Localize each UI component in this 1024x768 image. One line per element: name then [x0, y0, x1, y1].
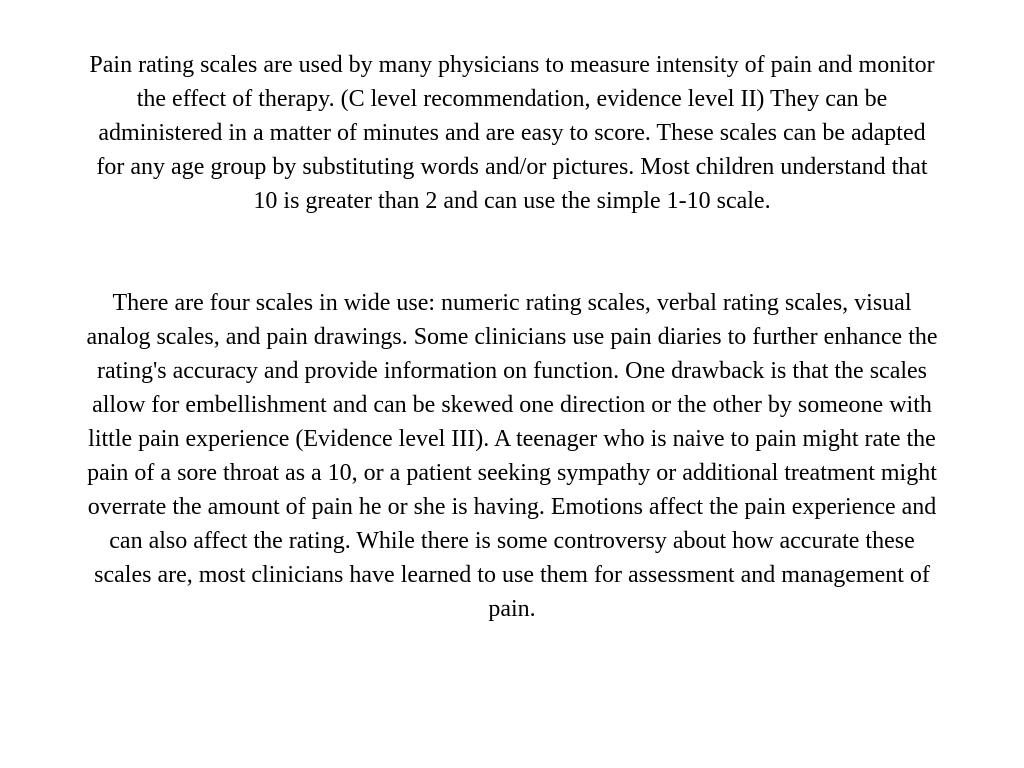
paragraph-pain-rating-scales: Pain rating scales are used by many physicians to measure intensity of pain and monitor the effect of therapy. (C level recommendation, evidence level II) They can be administered in a matter of minutes and are easy to score. These scales can be adapted for any age group by substituting words and/or pictures. Most children understand that 10 is greater than 2 and can use the simple 1-10 scale.: [89, 52, 935, 214]
paragraph-four-scales: There are four scales in wide use: numeric rating scales, verbal rating scales, visual analog scales, and pain drawings. Some clinicians use pain diaries to further enhance the rating's accuracy and provide information on function. One drawback is that the scales allow for embellishment and can be skewed one direction or the other by someone with little pain experience (Evidence level III). A teenager who is naive to pain might rate the pain of a sore throat as a 10, or a patient seeking sympathy or additional treatment might overrate the amount of pain he or she is having. Emotions affect the pain experience and can also affect the rating. While there is some controversy about how accurate these scales are, most clinicians have learned to use them for assessment and management of pain.: [86, 290, 938, 622]
